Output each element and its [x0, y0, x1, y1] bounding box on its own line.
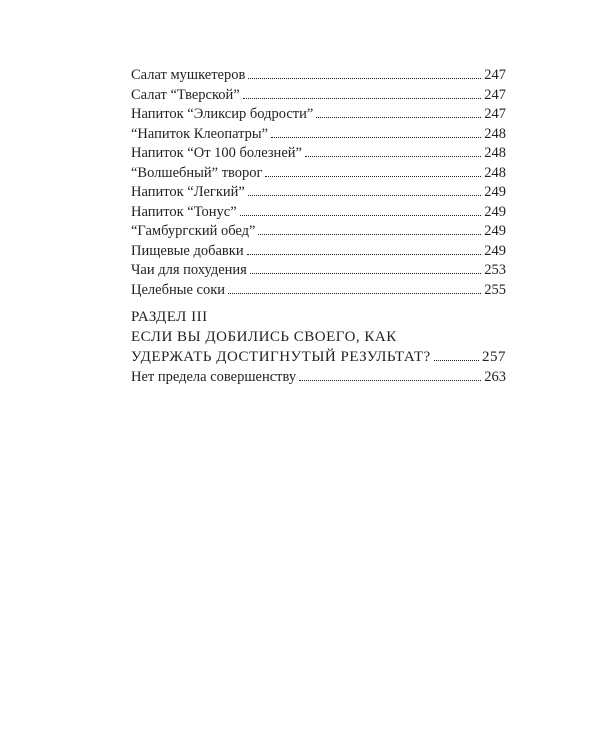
toc-entry-title: Пищевые добавки	[131, 242, 244, 259]
toc-entry[interactable]	[131, 144, 506, 164]
toc-entry-page: 255	[484, 281, 506, 298]
toc-entry-title: Напиток “Тонус”	[131, 203, 237, 220]
toc-entry-page: 263	[484, 369, 506, 385]
dot-leader	[258, 234, 481, 235]
toc-entry-page: 249	[484, 242, 506, 259]
dot-leader	[271, 137, 481, 138]
toc-entry[interactable]	[131, 261, 506, 281]
section-title-line-2[interactable]	[131, 347, 506, 367]
dot-leader	[250, 273, 481, 274]
dot-leader	[248, 195, 481, 196]
toc-entry[interactable]	[131, 125, 506, 145]
toc-entry-title: Напиток “Легкий”	[131, 184, 245, 200]
dot-leader	[247, 254, 482, 255]
toc-entry-title: Салат “Тверской”	[131, 86, 240, 103]
toc-entry-page: 247	[484, 67, 506, 83]
toc-entry[interactable]	[131, 368, 506, 388]
toc-entry[interactable]	[131, 105, 506, 125]
toc-entry[interactable]	[131, 242, 506, 262]
toc-entry-title: Нет предела совершенству	[131, 369, 297, 385]
section-title-text: УДЕРЖАТЬ ДОСТИГНУТЫЙ РЕЗУЛЬТАТ?	[131, 349, 431, 365]
toc-entry-title: Чаи для похудения	[131, 262, 247, 278]
dot-leader	[248, 78, 481, 79]
toc-after-section	[131, 368, 506, 388]
toc-entry-title: “Гамбургский обед”	[131, 223, 256, 239]
toc-entry-page: 249	[484, 203, 506, 220]
toc-entry-title: Напиток “Эликсир бодрости”	[131, 106, 314, 122]
toc-entries	[131, 66, 506, 300]
section-page-number: 257	[482, 349, 506, 365]
toc-entry-title: Напиток “От 100 болезней”	[131, 145, 302, 161]
toc-entry-page: 247	[484, 106, 506, 122]
toc-section	[131, 307, 506, 367]
dot-leader	[228, 293, 481, 294]
toc-entry[interactable]	[131, 66, 506, 86]
dot-leader	[316, 117, 481, 118]
toc-entry-page: 248	[484, 125, 506, 142]
toc-entry-title: Целебные соки	[131, 281, 226, 298]
toc-entry-page: 253	[484, 262, 506, 278]
dot-leader	[305, 156, 481, 157]
dot-leader	[240, 215, 482, 216]
toc-entry-page: 248	[484, 145, 506, 161]
toc-entry[interactable]	[131, 164, 506, 184]
dot-leader	[265, 176, 481, 177]
toc-entry-page: 247	[484, 86, 506, 103]
toc-entry-title: “Напиток Клеопатры”	[131, 125, 269, 142]
toc-entry[interactable]	[131, 281, 506, 301]
toc-entry[interactable]	[131, 203, 506, 223]
dot-leader	[434, 360, 479, 361]
toc-entry-page: 249	[484, 184, 506, 200]
toc-entry[interactable]	[131, 222, 506, 242]
toc-entry-title: Салат мушкетеров	[131, 67, 246, 83]
dot-leader	[299, 380, 481, 381]
toc-entry[interactable]	[131, 183, 506, 203]
table-of-contents	[131, 66, 506, 388]
toc-entry-page: 249	[484, 223, 506, 239]
toc-entry-title: “Волшебный” творог	[131, 164, 263, 181]
section-title-line-1: ЕСЛИ ВЫ ДОБИЛИСЬ СВОЕГО, КАК	[131, 329, 397, 345]
dot-leader	[243, 98, 482, 99]
section-label: РАЗДЕЛ III	[131, 309, 208, 325]
toc-entry-page: 248	[484, 164, 506, 181]
toc-entry[interactable]	[131, 86, 506, 106]
